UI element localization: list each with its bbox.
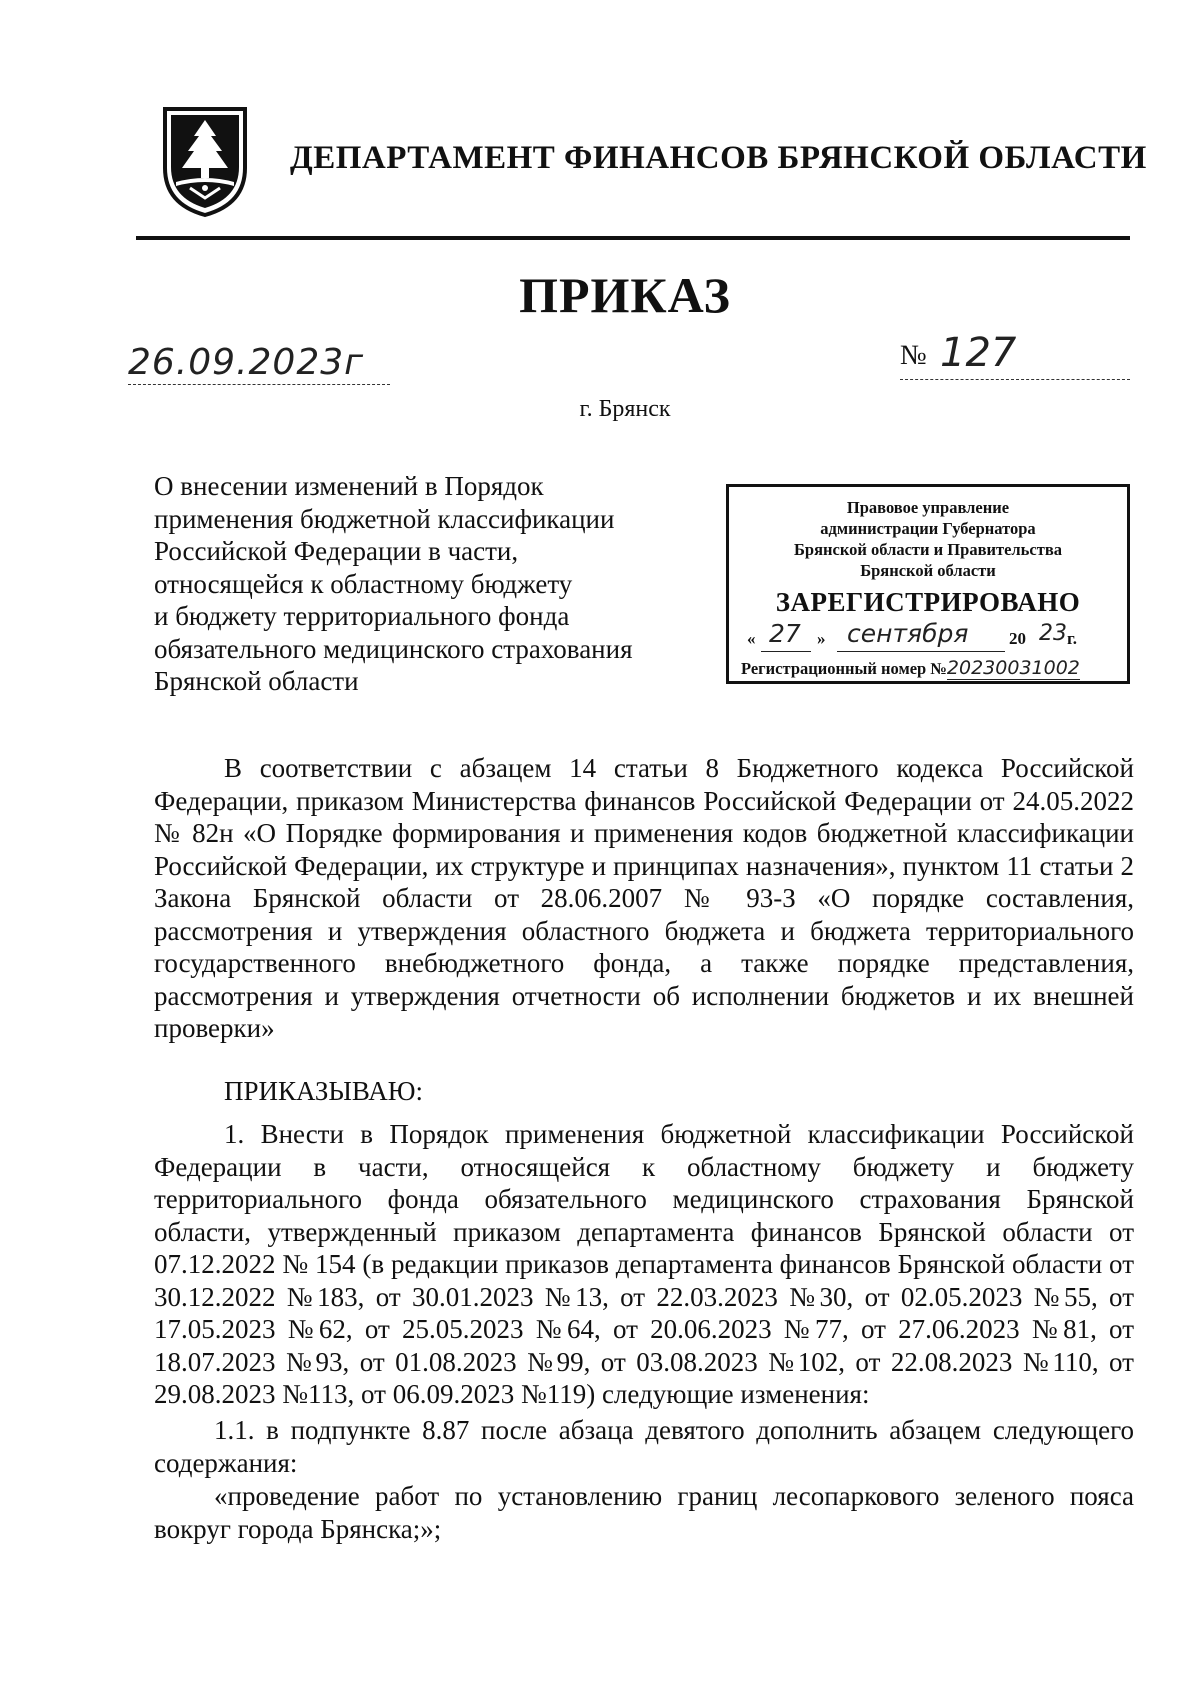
stamp-organization bbox=[729, 497, 1127, 581]
stamp-year-suffix: г. bbox=[1067, 629, 1078, 648]
quote-open: « bbox=[747, 629, 756, 648]
subject-line: О внесении изменений в Порядок bbox=[154, 471, 544, 501]
item-1-1-paragraph: 1.1. в подпункте 8.87 после абзаца девятого дополнить абзацем следующего содержания: bbox=[154, 1415, 1134, 1478]
order-number: 127 bbox=[940, 330, 1017, 376]
item-1-paragraph: 1. Внести в Порядок применения бюджетной классификации Российской Федерации в части, относящейся к областному бюджету и бюджету территориального фонда обязательного медицинского страхования Брянской области, утвержденный приказом департамента финансов Брянской области от 07.12.2022 № 154 (в редакции приказов департамента финансов Брянской области от 30.12.2022 №183, от 30.01.2023 №13, от 22.03.2023 №30, от 02.05.2023 №55, от 17.05.2023 №62, от 25.05.2023 №64, от 20.06.2023 №77, от 27.06.2023 №81, от 18.07.2023 №93, от 01.08.2023 №99, от 03.08.2023 №102, от 22.08.2023 №110, от 29.08.2023 №113, от 06.09.2023 №119) следующие изменения: bbox=[154, 1119, 1134, 1409]
number-sign: № bbox=[900, 340, 927, 371]
regnum-value: 20230031002 bbox=[946, 657, 1080, 679]
regnum-label: Регистрационный номер № bbox=[741, 659, 947, 678]
subject-line: применения бюджетной классификации bbox=[154, 503, 615, 534]
month-underline bbox=[837, 651, 1005, 652]
document-title: ПРИКАЗ bbox=[519, 267, 731, 323]
day-underline bbox=[761, 651, 811, 652]
date-underline bbox=[128, 384, 390, 385]
subject-line: Брянской области bbox=[154, 666, 359, 696]
stamp-month: сентября bbox=[847, 619, 969, 648]
preamble-paragraph: В соответствии с абзацем 14 статьи 8 Бюджетного кодекса Российской Федерации, приказом Министерства финансов Российской Федерации от 24.05.2022 № 82н «О Порядке формирования и применения кодов бюджетной классификации Российской Федерации, их структуре и принципах назначения», пунктом 11 статьи 2 Закона Брянской области от 28.06.2007 № 93-З «О порядке составления, рассмотрения и утверждения областного бюджета и бюджета территориального государственного внебюджетного фонда, а также порядке представления, рассмотрения и утверждения отчетности об исполнении бюджетов и их внешней проверки» bbox=[154, 753, 1134, 1043]
order-date: 26.09.2023г bbox=[128, 342, 365, 383]
quoted-addition: «проведение работ по установлению границ лесопаркового зеленого пояса вокруг города Брянска;»; bbox=[154, 1481, 1134, 1544]
stamp-date bbox=[747, 621, 1117, 653]
city: г. Брянск bbox=[579, 396, 671, 422]
order-subject bbox=[154, 470, 714, 698]
subject-line: и бюджету территориального фонда bbox=[154, 601, 570, 631]
subject-line: относящейся к областному бюджету bbox=[154, 568, 573, 599]
stamp-registered: ЗАРЕГИСТРИРОВАНО bbox=[775, 587, 1081, 617]
stamp-year: 23 bbox=[1039, 621, 1067, 646]
stamp-registration-number bbox=[741, 657, 1080, 679]
stamp-org-line: Правовое управление bbox=[846, 498, 1010, 517]
department-name: ДЕПАРТАМЕНТ ФИНАНСОВ БРЯНСКОЙ ОБЛАСТИ bbox=[290, 140, 1147, 176]
subject-line: обязательного медицинского страхования bbox=[154, 633, 633, 664]
stamp-org-line: Брянской области и Правительства bbox=[794, 540, 1062, 559]
stamp-org-line: администрации Губернатора bbox=[820, 519, 1036, 538]
stamp-day: 27 bbox=[769, 619, 801, 648]
number-underline bbox=[900, 379, 1130, 380]
header-divider bbox=[136, 236, 1130, 240]
quote-close: » bbox=[817, 629, 826, 648]
registration-stamp bbox=[726, 484, 1130, 684]
ordering-clause: ПРИКАЗЫВАЮ: bbox=[224, 1076, 423, 1106]
stamp-year-prefix: 20 bbox=[1009, 629, 1026, 648]
stamp-org-line: Брянской области bbox=[860, 561, 996, 580]
bryansk-coat-of-arms-icon bbox=[162, 106, 248, 218]
subject-line: Российской Федерации в части, bbox=[154, 536, 519, 566]
